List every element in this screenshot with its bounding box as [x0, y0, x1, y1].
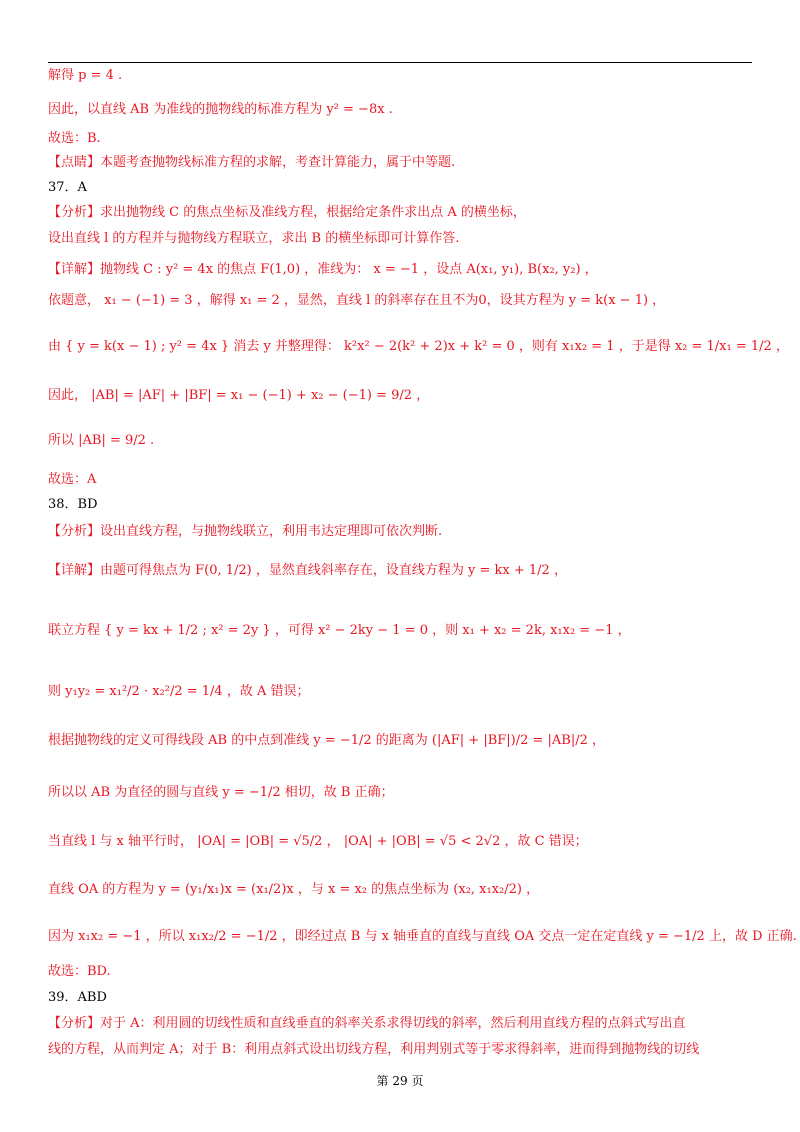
- question-number: 39．ABD: [48, 990, 107, 1005]
- text-line: 故选：BD.: [48, 964, 111, 979]
- text-line: 解得 p = 4 .: [48, 68, 123, 83]
- text-line: 【分析】设出直线方程，与抛物线联立，利用韦达定理即可依次判断.: [48, 524, 443, 539]
- text-line: 【详解】抛物线 C : y² = 4x 的焦点 F(1,0) ，准线为： x = −1 ，设点 A(x₁, y₁), B(x₂, y₂) ，: [48, 262, 598, 277]
- text-line: 由 { y = k(x − 1) ; y² = 4x } 消去 y 并整理得： k²x² − 2(k² + 2)x + k² = 0 ，则有 x₁x₂ = 1 ，于是得 x₂ = 1/x₁ = 1/2 ，: [48, 339, 789, 354]
- text-line: 【分析】对于 A：利用圆的切线性质和直线垂直的斜率关系求得切线的斜率，然后利用直线方程的点斜式写出直: [48, 1016, 686, 1031]
- text-line: 依题意， x₁ − (−1) = 3 ，解得 x₁ = 2 ，显然，直线 l 的斜率存在且不为0，设其方程为 y = k(x − 1) ，: [48, 293, 666, 308]
- text-line: 当直线 l 与 x 轴平行时， |OA| = |OB| = √5/2 ， |OA| + |OB| = √5 < 2√2 ，故 C 错误；: [48, 834, 588, 849]
- text-line: 线的方程，从而判定 A；对于 B：利用点斜式设出切线方程，利用判别式等于零求得斜率，进而得到抛物线的切线: [48, 1042, 700, 1057]
- text-line: 因此， |AB| = |AF| + |BF| = x₁ − (−1) + x₂ − (−1) = 9/2 ，: [48, 388, 430, 403]
- text-line: 直线 OA 的方程为 y = (y₁/x₁)x = (x₁/2)x ，与 x = x₂ 的焦点坐标为 (x₂, x₁x₂/2) ，: [48, 882, 540, 897]
- text-line: 因此，以直线 AB 为准线的抛物线的标准方程为 y² = −8x .: [48, 102, 393, 117]
- text-line: 联立方程 { y = kx + 1/2 ; x² = 2y } ，可得 x² − 2ky − 1 = 0 ，则 x₁ + x₂ = 2k, x₁x₂ = −1 ，: [48, 623, 631, 638]
- text-line: 因为 x₁x₂ = −1 ，所以 x₁x₂/2 = −1/2 ，即经过点 B 与 x 轴垂直的直线与直线 OA 交点一定在定直线 y = −1/2 上，故 D 正确.: [48, 929, 797, 944]
- text-line: 【详解】由题可得焦点为 F(0, 1/2) ，显然直线斜率存在，设直线方程为 y = kx + 1/2 ，: [48, 563, 567, 578]
- text-line: 设出直线 l 的方程并与抛物线方程联立，求出 B 的横坐标即可计算作答.: [48, 231, 460, 246]
- text-line: 【点睛】本题考查抛物线标准方程的求解，考查计算能力，属于中等题.: [48, 155, 456, 170]
- text-line: 【分析】求出抛物线 C 的焦点坐标及准线方程，根据给定条件求出点 A 的横坐标，: [48, 205, 526, 220]
- header-rule: [48, 62, 752, 63]
- text-line: 所以 |AB| = 9/2 .: [48, 433, 155, 448]
- question-number: 37．A: [48, 180, 87, 195]
- page-number: 第 29 页: [376, 1074, 424, 1088]
- question-number: 38．BD: [48, 497, 98, 512]
- text-line: 所以以 AB 为直径的圆与直线 y = −1/2 相切，故 B 正确；: [48, 785, 394, 800]
- text-line: 故选：B.: [48, 131, 101, 146]
- text-line: 故选：A: [48, 472, 97, 487]
- text-line: 则 y₁y₂ = x₁²/2 · x₂²/2 = 1/4 ，故 A 错误；: [48, 684, 310, 699]
- text-line: 根据抛物线的定义可得线段 AB 的中点到准线 y = −1/2 的距离为 (|AF| + |BF|)/2 = |AB|/2 ，: [48, 733, 606, 748]
